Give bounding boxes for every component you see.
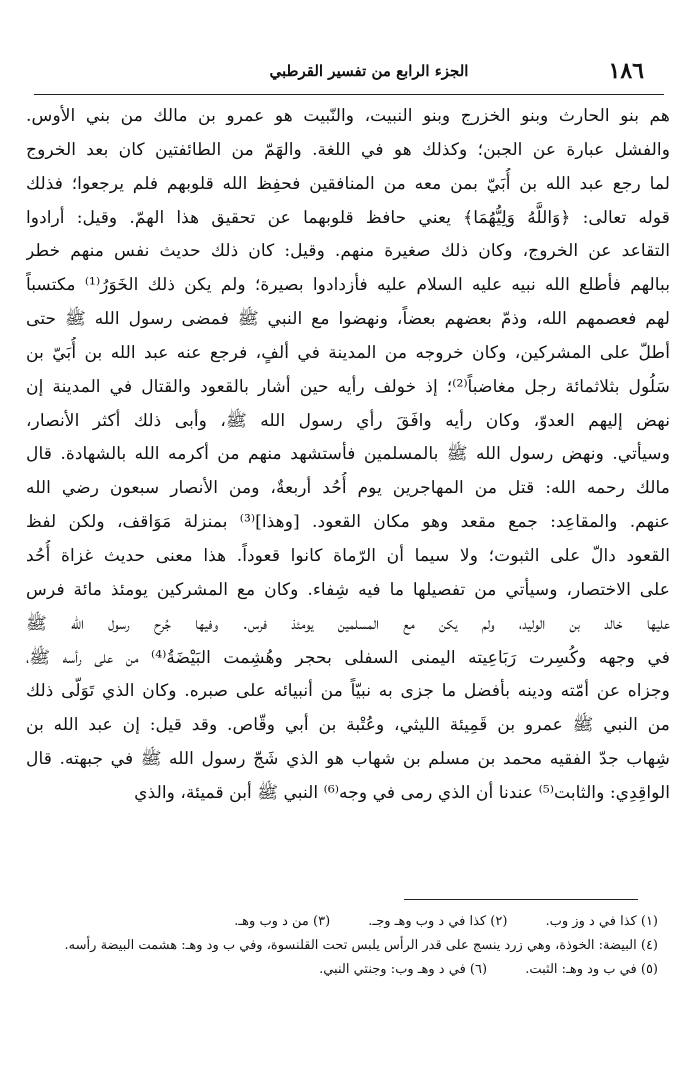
body-line: لما رجع عبد الله بن أُبَيّ بمن معه من المنافقين فحفِظ الله قلوبهم فلم يرجعوا؛ فذلك	[26, 173, 670, 194]
body-line: ببالهم فأطلع الله نبيه عليه السلام عليه فأزدادوا بصيرة؛ ولم يكن ذلك الخَوَرُ⁽¹⁾ مكتسباً	[26, 275, 670, 296]
body-line: القعود دالّ على الثبوت؛ ولا سيما أن الرّماة كانوا قعوداً. هذا معنى حديث غزاة أُحُد	[26, 545, 670, 566]
body-line: هم بنو الحارث وبنو الخزرج وبنو النبيت، والنّبيت هو عمرو بن مالك من بني الأوس.	[26, 106, 670, 126]
body-line: والفشل عبارة عن الجبن؛ وكذلك هو في اللغة. والهَمّ من الطائفتين كان بعد الخروج	[26, 139, 670, 160]
body-line: نهض إليهم العدوّ، وكان رأيه وافَقَ رأي رسول الله ﷺ، وأبى ذلك أكثر الأنصار،	[26, 410, 670, 431]
body-line: من النبي ﷺ عمرو بن قَمِيئة الليثي، وعُتْبة بن أبي وقّاص. وقد قيل: إن عبد الله بن	[26, 715, 670, 736]
page-number: ١٨٦	[608, 58, 644, 84]
footnote-row	[40, 910, 658, 934]
body-line: قوله تعالى: ﴿وَاللَّهُ وَلِيُّهُمَا﴾ يعني حافظ قلوبهما عن تحقيق هذا الهمّ. وقيل: أرادوا	[26, 207, 670, 228]
body-text	[26, 100, 670, 811]
footnote-row	[40, 958, 658, 982]
header-divider	[34, 94, 664, 95]
body-line: وسيأتي. ونهض رسول الله ﷺ بالمسلمين فأستشهد منهم من أكرمه الله بالشهادة. قال	[26, 444, 670, 465]
body-line: مالك رحمه الله: قتل من المهاجرين يوم أُحُد أربعةٌ، ومن الأنصار سبعون رضي الله	[26, 478, 670, 499]
footnote-divider	[404, 899, 638, 900]
body-line: أطلّ على المشركين، وكان خروجه من المدينة في ألفٍ، فرجع عنه عبد الله بن أُبَيّ بن	[26, 342, 670, 363]
footnote-4: (٤) البيضة: الخوذة، وهي زرد ينسج على قدر الرأس يلبس تحت القلنسوة، وفي ب ود وهـ: هشمت البيضة رأسه.	[64, 938, 658, 953]
footnote-6: (٦) في د وهـ وب: وجنتي النبي.	[319, 962, 488, 977]
footnote-3: (٣) من د وب وهـ.	[234, 914, 331, 929]
page-header	[34, 58, 664, 92]
body-line: عليها خالد بن الوليد، ولم يكن مع المسلمين يومئذ فرس. وفيها جُرح رسول الله ﷺ	[26, 613, 670, 634]
body-line: عنهم. والمقاعِد: جمع مقعد وهو مكان القعود. [وهذا]⁽³⁾ بمنزلة مَوَاقف، ولكن لفظ	[26, 512, 670, 533]
footnotes	[40, 910, 658, 982]
footnote-1: (١) كذا في د وز وب.	[545, 914, 658, 929]
body-line: لهم فعصمهم الله، وذمّ بعضهم بعضاً، ونهضوا مع النبي ﷺ فمضى رسول الله ﷺ حتى	[26, 309, 670, 330]
body-line: وجزاه عن أمّته ودينه بأفضل ما جزى به نبيّاً من أنبيائه على صبره. وكان الذي تَوَلّى ذلك	[26, 681, 670, 702]
body-line: الواقِدِي: والثابت⁽⁵⁾ عندنا أن الذي رمى في وجه⁽⁶⁾ النبي ﷺ أبن قميئة، والذي	[134, 782, 670, 803]
body-line: التقاعد عن الخروج، وكان ذلك صغيرة منهم. وقيل: كان ذلك حديث نفس منهم خطر	[26, 241, 670, 262]
body-line: على الاختصار، وسيأتي من تفصيلها ما فيه شِفاء. وكان مع المشركين يومئذ مائة فرس	[26, 579, 670, 600]
body-line: سَلُول بثلاثمائة رجل مغاضباً⁽²⁾؛ إذ خولف رأيه حين أشار بالقعود والقتال في المدينة إن	[26, 376, 670, 397]
footnote-2: (٢) كذا في د وب وهـ وجـ.	[368, 914, 508, 929]
footnote-5: (٥) في ب ود وهـ: الثبت.	[525, 962, 658, 977]
body-line: في وجهه وكُسِرت رَبَاعِيته اليمنى السفلى بحجر وهُشِمت البَيْضَةُ⁽⁴⁾ من على رأسه ﷺ،	[26, 647, 670, 668]
body-line: شِهاب جدّ الفقيه محمد بن مسلم بن شهاب هو الذي شَجّ رسول الله ﷺ في جبهته. قال	[26, 749, 670, 770]
running-title: الجزء الرابع من تفسير القرطبي	[269, 62, 469, 80]
